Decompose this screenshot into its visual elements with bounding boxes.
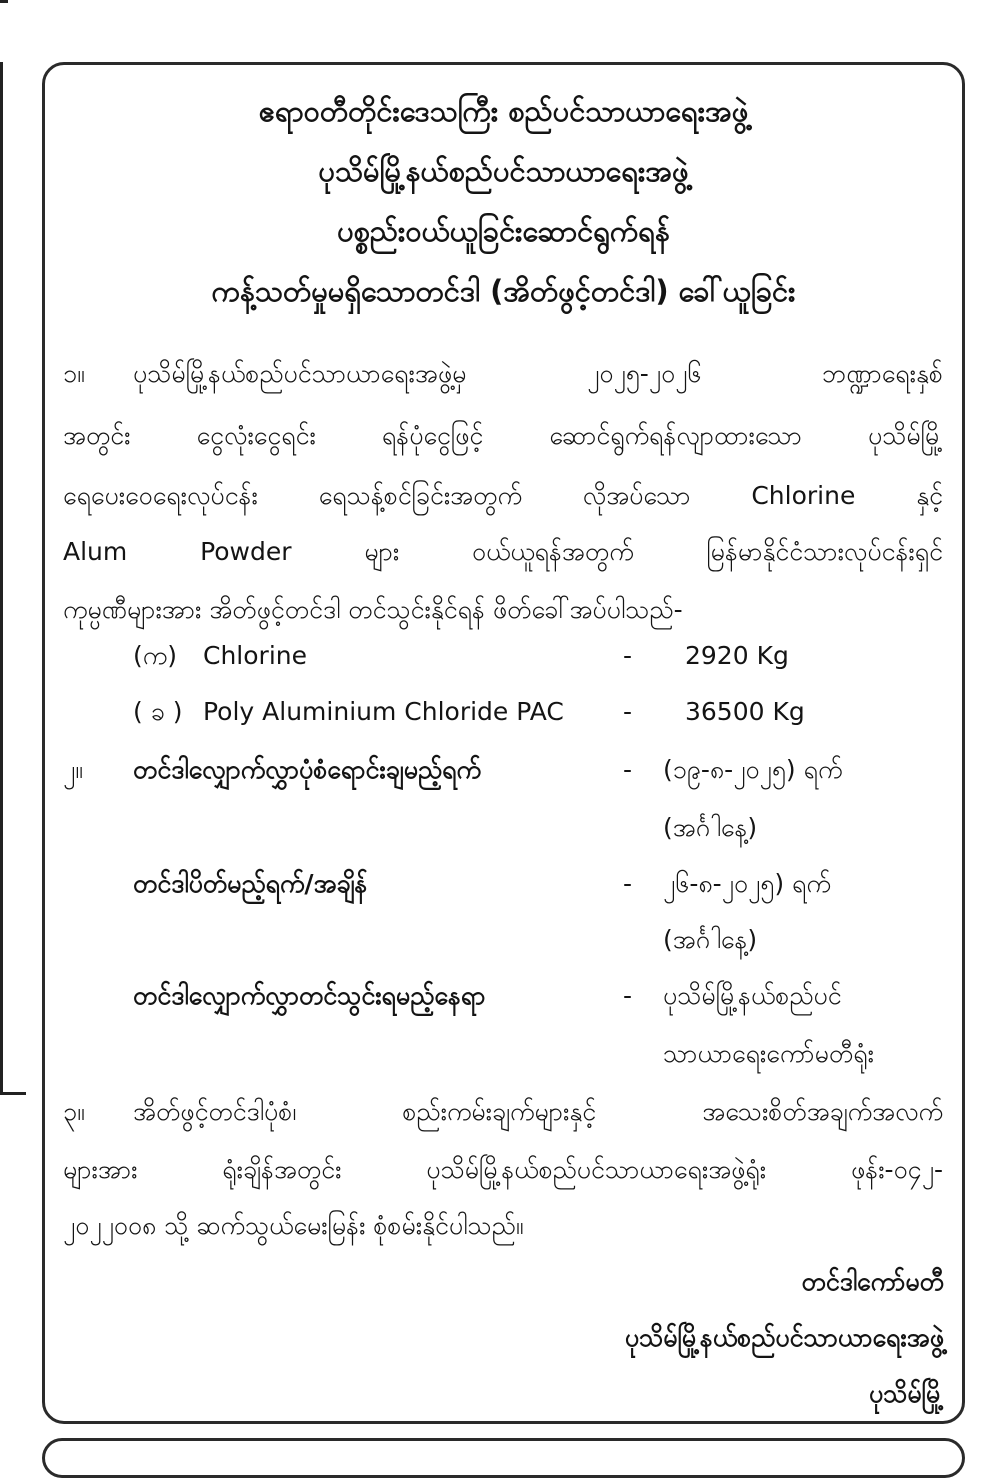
title-line-1: ဧရာဝတီတိုင်းဒေသကြီး စည်ပင်သာယာရေးအဖွဲ့ xyxy=(258,94,749,128)
section-1-line-5: ကုမ္ပဏီများအား အိတ်ဖွင့်တင်ဒါ တင်သွင်းနိုင်ရန် ဖိတ်ခေါ်အပ်ပါသည်- xyxy=(63,595,683,624)
item-a-label: (က) xyxy=(133,641,177,670)
signature-town: ပုသိမ်မြို့ xyxy=(868,1379,944,1408)
section-3-line-1: အိတ်ဖွင့်တင်ဒါပုံစံ၊ စည်းကမ်းချက်များနှင့် အသေးစိတ်အချက်အလက် xyxy=(133,1097,943,1126)
closing-date-dash: - xyxy=(623,869,633,898)
signature-organization: ပုသိမ်မြို့နယ်စည်ပင်သာယာရေးအဖွဲ့ xyxy=(624,1323,944,1352)
item-a-name: Chlorine xyxy=(203,641,307,670)
left-column-border xyxy=(0,62,3,1092)
item-b-dash: - xyxy=(623,697,633,726)
closing-date-label: တင်ဒါပိတ်မည့်ရက်/အချိန် xyxy=(133,869,368,898)
item-b-name: Poly Aluminium Chloride PAC xyxy=(203,697,564,726)
item-a-quantity: 2920 Kg xyxy=(685,641,789,670)
tender-notice-box xyxy=(42,62,965,1424)
submission-place-value: ပုသိမ်မြို့နယ်စည်ပင် xyxy=(663,981,842,1010)
sale-date-weekday: (အင်္ဂါနေ့) xyxy=(663,813,758,842)
closing-date-value: ၂၆-၈-၂၀၂၅) ရက် xyxy=(663,869,831,898)
title-line-3: ပစ္စည်းဝယ်ယူခြင်းဆောင်ရွက်ရန် xyxy=(337,214,670,248)
section-2-number: ၂။ xyxy=(63,755,83,784)
section-1-line-4: Alum Powder များ ဝယ်ယူရန်အတွက် မြန်မာနိုင်ငံသားလုပ်ငန်းရှင် xyxy=(63,537,943,566)
submission-place-dash: - xyxy=(623,981,633,1010)
signature-committee: တင်ဒါကော်မတီ xyxy=(801,1267,944,1296)
section-3-line-3: ၂၀၂၂၀၀၈ သို့ ဆက်သွယ်မေးမြန်း စုံစမ်းနိုင်ပါသည်။ xyxy=(63,1211,524,1240)
section-1-line-1: ပုသိမ်မြို့နယ်စည်ပင်သာယာရေးအဖွဲ့မှ ၂၀၂၅-၂၀၂၆ ဘဏ္ဍာရေးနှစ် xyxy=(133,359,943,388)
section-3-line-2: များအား ရုံးချိန်အတွင်း ပုသိမ်မြို့နယ်စည်ပင်သာယာရေးအဖွဲ့ရုံး ဖုန်း-၀၄၂- xyxy=(63,1155,943,1184)
next-notice-box-edge xyxy=(42,1438,965,1478)
item-a-dash: - xyxy=(623,641,633,670)
item-b-quantity: 36500 Kg xyxy=(685,697,805,726)
sale-date-dash: - xyxy=(623,755,633,784)
closing-date-weekday: (အင်္ဂါနေ့) xyxy=(663,925,758,954)
submission-place-label: တင်ဒါလျှောက်လွှာတင်သွင်းရမည့်နေရာ xyxy=(133,981,486,1010)
title-line-4: ကန့်သတ်မှုမရှိသောတင်ဒါ (အိတ်ဖွင့်တင်ဒါ) ခေါ်ယူခြင်း xyxy=(211,274,796,308)
top-rule xyxy=(0,0,8,3)
submission-place-value-2: သာယာရေးကော်မတီရုံး xyxy=(663,1039,874,1068)
title-line-2: ပုသိမ်မြို့နယ်စည်ပင်သာယာရေးအဖွဲ့ xyxy=(318,154,689,188)
section-3-number: ၃။ xyxy=(63,1097,85,1126)
sale-date-label: တင်ဒါလျှောက်လွှာပုံစံရောင်းချမည့်ရက် xyxy=(133,755,481,784)
section-1-line-2: အတွင်း ငွေလုံးငွေရင်း ရန်ပုံငွေဖြင့် ဆောင်ရွက်ရန်လျာထားသော ပုသိမ်မြို့ xyxy=(63,421,943,450)
item-b-label: ( ခ ) xyxy=(133,697,183,726)
left-column-divider xyxy=(0,1092,26,1095)
section-1-number: ၁။ xyxy=(63,359,85,388)
sale-date-value: (၁၉-၈-၂၀၂၅) ရက် xyxy=(663,755,843,784)
section-1-line-3: ရေပေးဝေရေးလုပ်ငန်း ရေသန့်စင်ခြင်းအတွက် လိုအပ်သော Chlorine နှင့် xyxy=(63,481,943,510)
